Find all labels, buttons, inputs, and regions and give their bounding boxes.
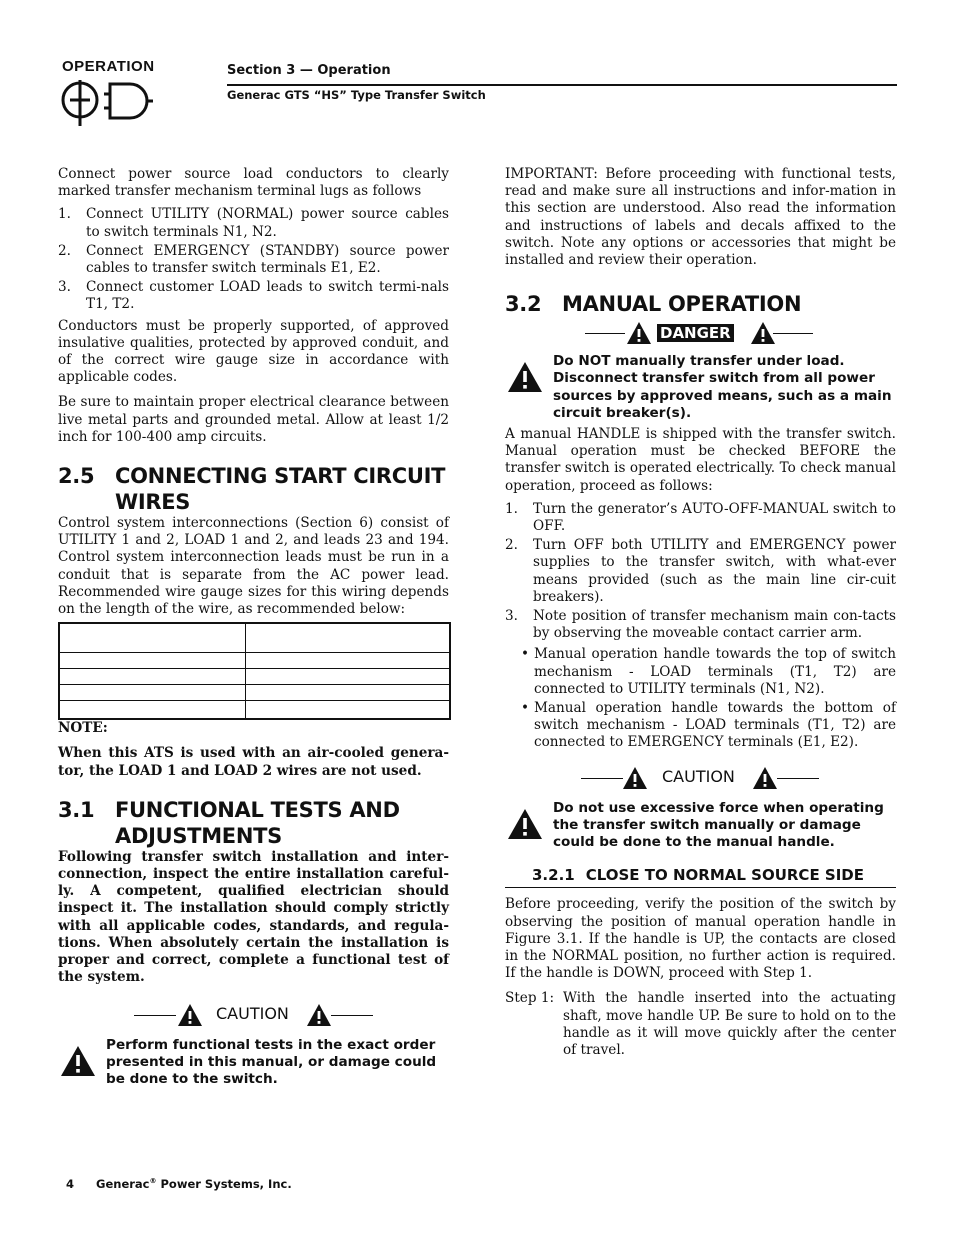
list-item: 2. Turn OFF both UTILITY and EMERGENCY power supplies to the transfer switch, with what-ever means provided (such as the main line cir-cuit breakers). bbox=[505, 537, 896, 605]
handle-bullets bbox=[505, 646, 896, 751]
caution-word: CAUTION bbox=[662, 766, 735, 786]
operation-symbol-icon bbox=[60, 78, 156, 130]
start-circuit-paragraph: Control system interconnections (Section 6) consist of UTILITY 1 and 2, LOAD 1 and 2, and leads 23 and 194. Control system interconnection leads must be run in a conduit that is separate from the AC power lead. Recommended wire gauge sizes for this wiring depends on the length of the wire, as recommended below: bbox=[58, 515, 449, 618]
warning-triangle-icon bbox=[507, 361, 543, 393]
subheading-rule bbox=[505, 887, 896, 888]
table-row bbox=[59, 653, 450, 669]
warning-triangle-icon bbox=[622, 766, 648, 790]
left-column bbox=[58, 166, 449, 1088]
warning-triangle-icon bbox=[626, 321, 652, 345]
manual-handle-paragraph: A manual HANDLE is shipped with the transfer switch. Manual operation must be checked BEFORE the transfer switch is operated electrically. To check manual operation, proceed as follows: bbox=[505, 426, 896, 494]
caution-text: Perform functional tests in the exact order presented in this manual, or damage could be done to the switch. bbox=[106, 1036, 437, 1087]
list-item: 1. Connect UTILITY (NORMAL) power source cables to switch terminals N1, N2. bbox=[58, 206, 449, 240]
warning-triangle-icon bbox=[306, 1003, 332, 1027]
table-row bbox=[59, 701, 450, 720]
step-1: Step 1: With the handle inserted into the actuating shaft, move handle UP. Be sure to hold on to the handle as it will move quickly after the center of travel. bbox=[505, 990, 896, 1058]
header-rule bbox=[227, 84, 897, 86]
warning-triangle-icon bbox=[507, 808, 543, 840]
table-row bbox=[59, 669, 450, 685]
note-text: When this ATS is used with an air-cooled genera-tor, the LOAD 1 and LOAD 2 wires are not used. bbox=[58, 745, 449, 779]
list-item: 2. Connect EMERGENCY (STANDBY) source power cables to transfer switch terminals E1, E2. bbox=[58, 242, 449, 277]
section-subtitle: Generac GTS “HS” Type Transfer Switch bbox=[227, 88, 486, 102]
danger-block bbox=[505, 353, 896, 422]
close-normal-paragraph: Before proceeding, verify the position of the switch by observing the position of manual operation handle in Figure 3.1. If the handle is UP, the contacts are closed in the NORMAL position, no further action is required. If the handle is DOWN, proceed with Step 1. bbox=[505, 896, 896, 982]
operation-badge: OPERATION bbox=[62, 58, 155, 75]
functional-tests-paragraph: Following transfer switch installation and inter-connection, inspect the entire installation careful-ly. A competent, qualified electrician should inspect it. The installation should comply strictly with all applicable codes, standards, and regula-tions. When absolutely certain the installation is proper and correct, complete a functional test of the system. bbox=[58, 848, 449, 986]
list-item: 1. Turn the generator’s AUTO-OFF-MANUAL switch to OFF. bbox=[505, 500, 896, 535]
caution-block bbox=[505, 800, 896, 852]
caution-header bbox=[58, 1001, 449, 1031]
company-name: Generac bbox=[96, 1177, 150, 1191]
warning-triangle-icon bbox=[752, 766, 778, 790]
manual-steps bbox=[505, 501, 896, 643]
list-item: 3. Note position of transfer mechanism main con-tacts by observing the moveable contact carrier arm. bbox=[505, 608, 896, 642]
list-item: 3. Connect customer LOAD leads to switch termi-nals T1, T2. bbox=[58, 279, 449, 313]
list-item: • Manual operation handle towards the top of switch mechanism - LOAD terminals (T1, T2) are connected to UTILITY terminals (N1, N2). bbox=[521, 646, 896, 697]
warning-triangle-icon bbox=[60, 1045, 96, 1077]
table-row bbox=[59, 623, 450, 653]
heading-3-2-1: 3.2.1 CLOSE TO NORMAL SOURCE SIDE bbox=[532, 866, 864, 885]
caution-header bbox=[505, 764, 896, 794]
heading-3-2: 3.2 MANUAL OPERATION bbox=[505, 292, 802, 317]
caution-block bbox=[58, 1037, 449, 1089]
wire-gauge-table bbox=[58, 622, 451, 720]
section-title: Section 3 — Operation bbox=[227, 63, 391, 78]
conductors-paragraph: Conductors must be properly supported, of approved insulative qualities, protected by approved conduit, and of the correct wire gauge size in accordance with applicable codes. bbox=[58, 317, 449, 386]
page-number: 4 bbox=[66, 1177, 75, 1191]
clearance-paragraph: Be sure to maintain proper electrical clearance between live metal parts and grounded metal. Allow at least 1/2 inch for 100-400 amp circuits. bbox=[58, 394, 449, 445]
caution-text: Do not use excessive force when operating the transfer switch manually or damage could be done to the manual handle. bbox=[553, 799, 884, 851]
list-item: • Manual operation handle towards the bottom of switch mechanism - LOAD terminals (T1, T2) are connected to EMERGENCY terminals (E1, E2). bbox=[521, 700, 896, 751]
intro-paragraph: Connect power source load conductors to clearly marked transfer mechanism terminal lugs as follows bbox=[58, 166, 449, 200]
danger-header bbox=[505, 319, 896, 349]
danger-text: Do NOT manually transfer under load. Disconnect transfer switch from all power sources by approved means, such as a main circuit breaker(s). bbox=[553, 353, 892, 421]
note-heading: NOTE: bbox=[58, 720, 108, 737]
caution-word: CAUTION bbox=[216, 1003, 289, 1023]
table-row bbox=[59, 685, 450, 701]
right-column bbox=[505, 166, 896, 1059]
heading-3-1: 3.1 FUNCTIONAL TESTS AND ADJUSTMENTS bbox=[58, 797, 400, 848]
danger-label: DANGER bbox=[657, 324, 734, 342]
page-footer: 4 Generac® Power Systems, Inc. bbox=[66, 1177, 292, 1191]
important-paragraph: IMPORTANT: Before proceeding with functional tests, read and make sure all instructions and infor-mation in this section are understood. Also read the information and instructions of labels and decals affixed to the switch. Note any options or accessories that might be installed and review their operation. bbox=[505, 166, 896, 269]
heading-2-5: 2.5 CONNECTING START CIRCUIT WIRES bbox=[58, 464, 446, 515]
connection-steps bbox=[58, 206, 449, 313]
warning-triangle-icon bbox=[177, 1003, 203, 1027]
